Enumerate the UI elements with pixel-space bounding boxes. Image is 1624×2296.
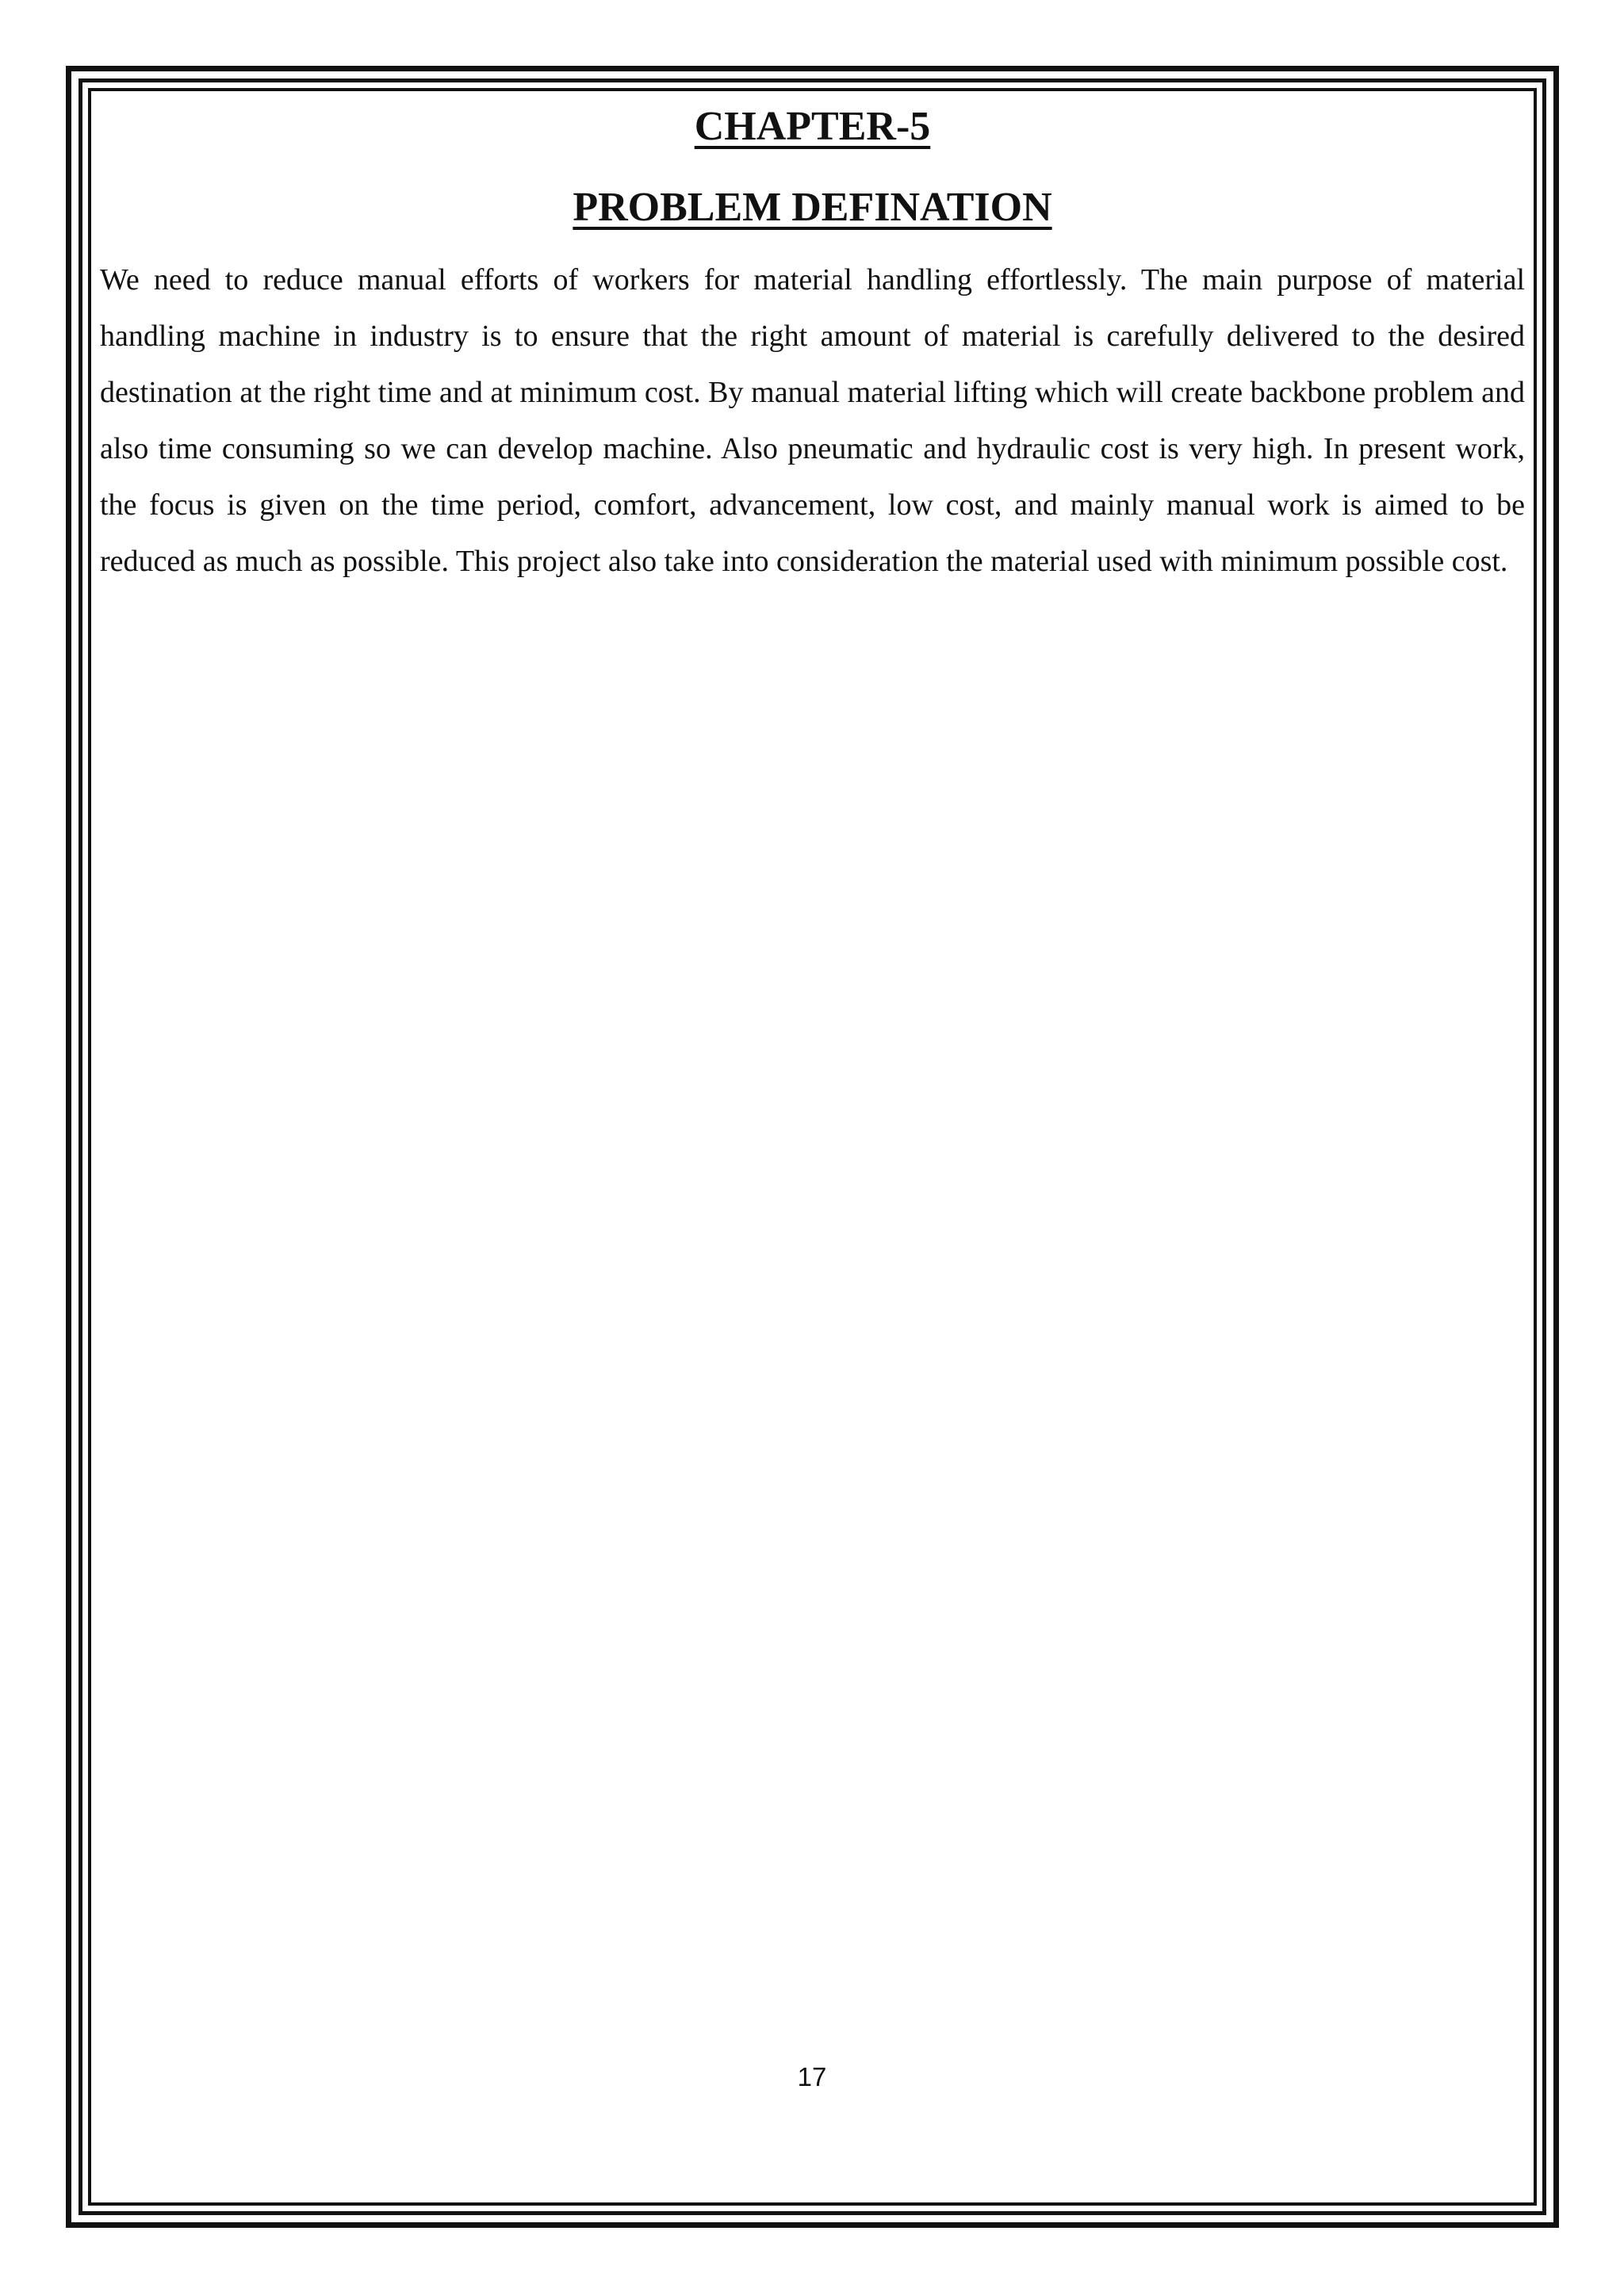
chapter-heading: CHAPTER-5 <box>694 104 931 149</box>
page-number: 17 <box>797 2062 827 2091</box>
section-heading: PROBLEM DEFINATION <box>573 185 1052 230</box>
body-paragraph: We need to reduce manual efforts of workers for material handling effortlessly. The main purpose of material handling machine in industry is to ensure that the right amount of material is carefully delivered to the desired destination at the right time and at minimum cost. By manual material lifting which will create backbone problem and also time consuming so we can develop machine. Also pneumatic and hydraulic cost is very high. In present work, the focus is given on the time period, comfort, advancement, low cost, and mainly manual work is aimed to be reduced as much as possible. This project also take into consideration the material used with minimum possible cost. <box>100 263 1525 578</box>
page-content <box>100 94 1525 590</box>
